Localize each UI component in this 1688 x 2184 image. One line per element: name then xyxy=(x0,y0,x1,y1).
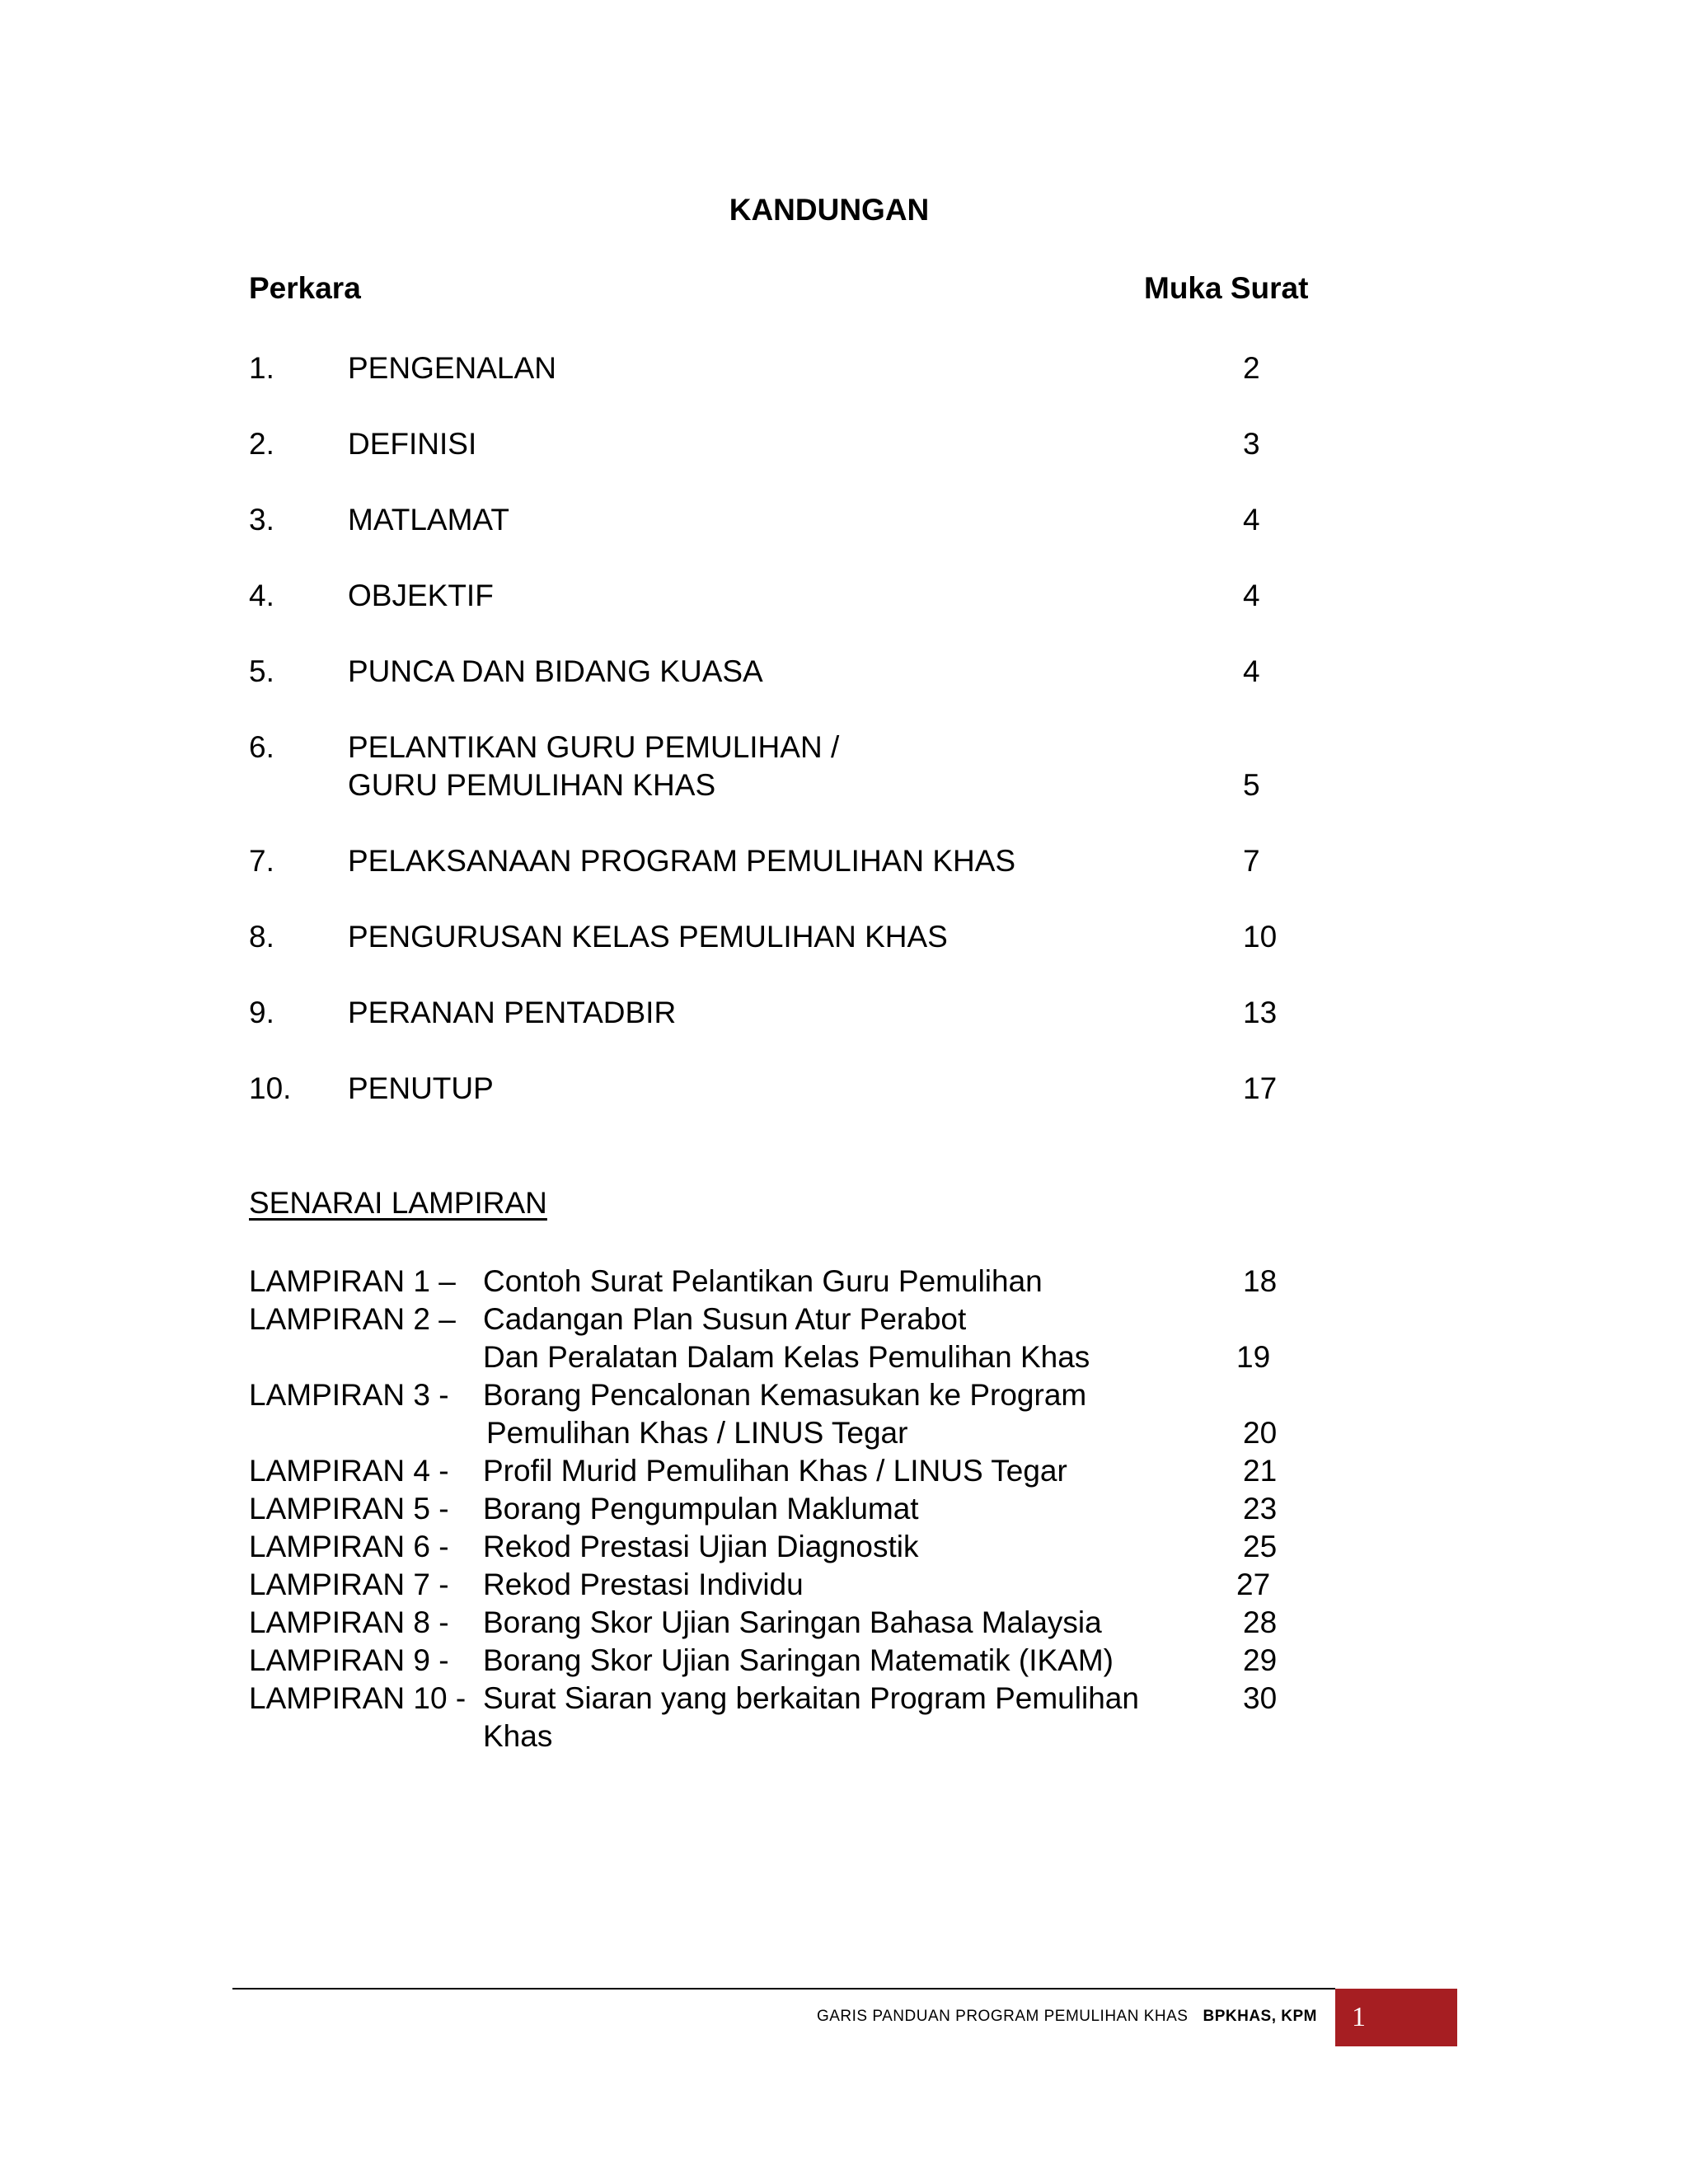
toc-page: 4 xyxy=(1243,579,1260,612)
page-title: KANDUNGAN xyxy=(729,193,930,227)
toc-title: MATLAMAT xyxy=(348,503,509,537)
lampiran-page: 18 xyxy=(1243,1264,1278,1298)
lampiran-label: LAMPIRAN 7 - xyxy=(249,1568,449,1601)
lampiran-heading: SENARAI LAMPIRAN xyxy=(249,1186,547,1220)
toc-number: 4. xyxy=(249,579,274,612)
toc-number: 10. xyxy=(249,1071,292,1105)
toc-title: PUNCA DAN BIDANG KUASA xyxy=(348,654,763,688)
lampiran-desc: Rekod Prestasi Ujian Diagnostik xyxy=(483,1530,919,1563)
footer-text xyxy=(0,2008,1317,2024)
toc-page: 4 xyxy=(1243,654,1260,688)
toc-title: PELANTIKAN GURU PEMULIHAN / xyxy=(348,730,840,764)
page-number: 1 xyxy=(1352,2002,1366,2032)
toc-page: 7 xyxy=(1243,844,1260,878)
lampiran-desc: Profil Murid Pemulihan Khas / LINUS Tegar xyxy=(483,1454,1067,1488)
page-number-box xyxy=(1335,1989,1457,2046)
lampiran-label: LAMPIRAN 2 – xyxy=(249,1302,456,1336)
lampiran-label: LAMPIRAN 9 - xyxy=(249,1643,449,1677)
lampiran-label: LAMPIRAN 5 - xyxy=(249,1492,449,1526)
toc-title: PENGENALAN xyxy=(348,351,556,385)
header-muka-surat: Muka Surat xyxy=(1144,271,1309,305)
lampiran-desc: Contoh Surat Pelantikan Guru Pemulihan xyxy=(483,1264,1043,1298)
lampiran-page: 28 xyxy=(1243,1605,1278,1639)
lampiran-page: 19 xyxy=(1236,1340,1271,1374)
lampiran-label: LAMPIRAN 8 - xyxy=(249,1605,449,1639)
toc-number: 7. xyxy=(249,844,274,878)
toc-page: 5 xyxy=(1243,768,1260,802)
toc-number: 3. xyxy=(249,503,274,537)
lampiran-page: 20 xyxy=(1243,1416,1278,1450)
lampiran-label: LAMPIRAN 4 - xyxy=(249,1454,449,1488)
lampiran-page: 21 xyxy=(1243,1454,1278,1488)
lampiran-label: LAMPIRAN 3 - xyxy=(249,1378,449,1412)
lampiran-desc: Rekod Prestasi Individu xyxy=(483,1568,804,1601)
toc-title: PENGURUSAN KELAS PEMULIHAN KHAS xyxy=(348,920,948,954)
toc-title: PENUTUP xyxy=(348,1071,494,1105)
lampiran-desc: Cadangan Plan Susun Atur Perabot Dan Peralatan Dalam Kelas Pemulihan Khas xyxy=(483,1302,1090,1374)
lampiran-page: 29 xyxy=(1243,1643,1278,1677)
toc-number: 1. xyxy=(249,351,274,385)
lampiran-label: LAMPIRAN 10 - xyxy=(249,1681,467,1715)
toc-number: 8. xyxy=(249,920,274,954)
toc-number: 2. xyxy=(249,427,274,461)
toc-page: 10 xyxy=(1243,920,1278,954)
toc-number: 9. xyxy=(249,996,274,1029)
footer-org: BPKHAS, KPM xyxy=(1203,2008,1317,2025)
toc-title: OBJEKTIF xyxy=(348,579,494,612)
lampiran-desc: Borang Pencalonan Kemasukan ke Program Pemulihan Khas / LINUS Tegar xyxy=(483,1378,1087,1450)
toc-page: 13 xyxy=(1243,996,1278,1029)
toc-page: 17 xyxy=(1243,1071,1278,1105)
lampiran-label: LAMPIRAN 6 - xyxy=(249,1530,449,1563)
footer-divider xyxy=(232,1988,1335,1990)
toc-page: 4 xyxy=(1243,503,1260,537)
header-perkara: Perkara xyxy=(249,271,361,305)
toc-title-continued: GURU PEMULIHAN KHAS xyxy=(348,768,716,802)
lampiran-page: 23 xyxy=(1243,1492,1278,1526)
footer-guide-title: GARIS PANDUAN PROGRAM PEMULIHAN KHAS xyxy=(816,2008,1189,2025)
lampiran-desc: Surat Siaran yang berkaitan Program Pemulihan Khas xyxy=(483,1681,1139,1753)
lampiran-desc: Borang Pengumpulan Maklumat xyxy=(483,1492,919,1526)
toc-title: DEFINISI xyxy=(348,427,477,461)
toc-number: 5. xyxy=(249,654,274,688)
toc-page: 2 xyxy=(1243,351,1260,385)
toc-title: PELAKSANAAN PROGRAM PEMULIHAN KHAS xyxy=(348,844,1016,878)
lampiran-page: 30 xyxy=(1243,1681,1278,1715)
toc-page: 3 xyxy=(1243,427,1260,461)
lampiran-label: LAMPIRAN 1 – xyxy=(249,1264,456,1298)
lampiran-page: 25 xyxy=(1243,1530,1278,1563)
lampiran-desc: Borang Skor Ujian Saringan Matematik (IKAM) xyxy=(483,1643,1114,1677)
lampiran-desc: Borang Skor Ujian Saringan Bahasa Malaysia xyxy=(483,1605,1102,1639)
toc-title: PERANAN PENTADBIR xyxy=(348,996,677,1029)
lampiran-page: 27 xyxy=(1236,1568,1271,1601)
toc-number: 6. xyxy=(249,730,274,764)
